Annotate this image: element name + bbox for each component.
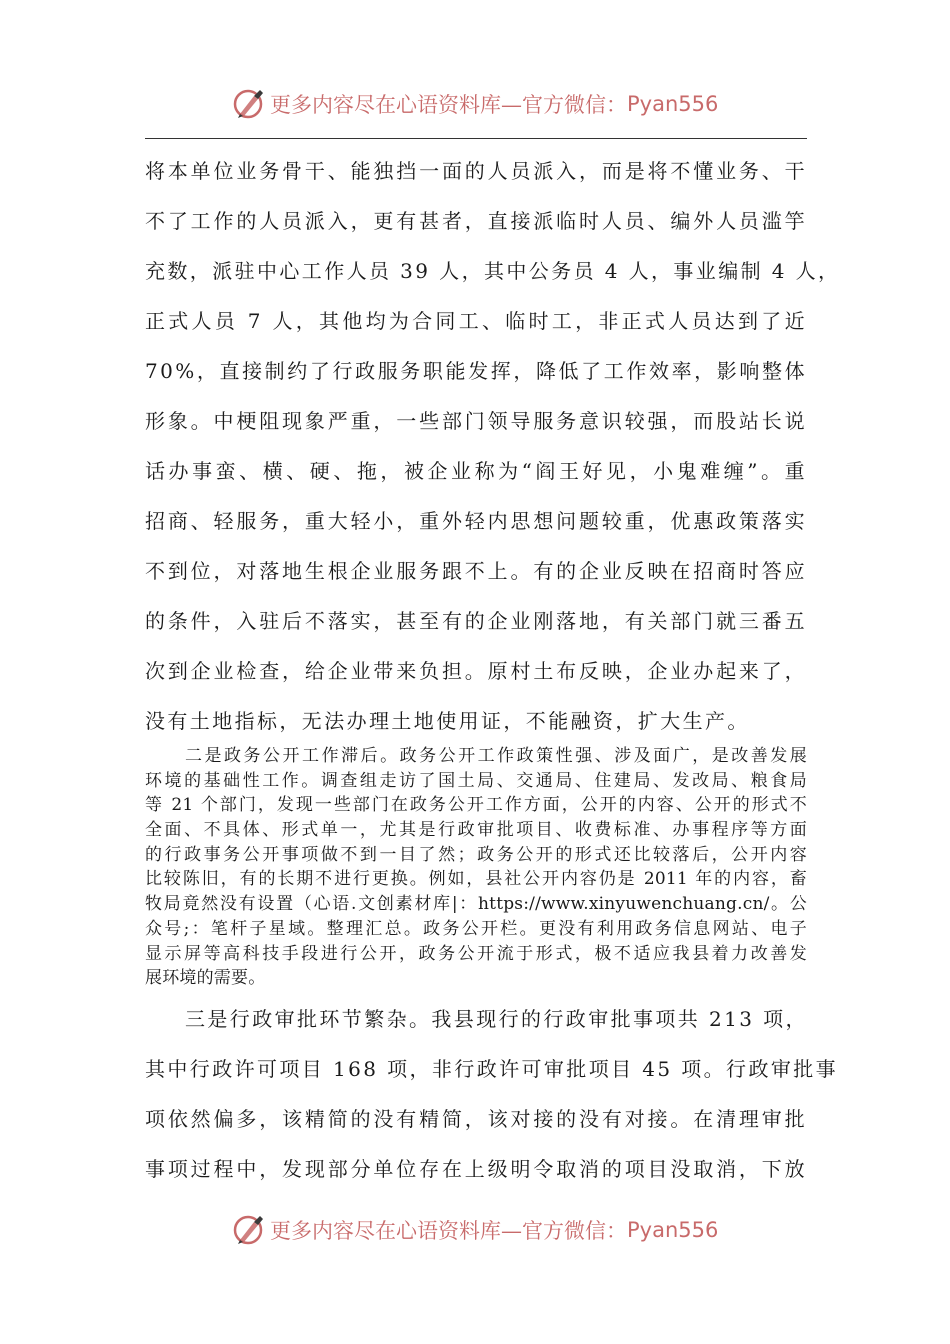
text-line: 不了工作的人员派入，更有甚者，直接派临时人员、编外人员滥竽 bbox=[145, 209, 807, 233]
text-line: 将本单位业务骨干、能独挡一面的人员派入，而是将不懂业务、干 bbox=[145, 159, 807, 183]
text-line: 招商、轻服务，重大轻小，重外轻内思想问题较重，优惠政策落实 bbox=[145, 509, 807, 533]
footer-wechat-id: Pyan556 bbox=[627, 1218, 719, 1242]
text-line: 二是政务公开工作滞后。政务公开工作政策性强、涉及面广，是改善发展 bbox=[185, 746, 807, 766]
text-line: 事项过程中，发现部分单位存在上级明令取消的项目没取消，下放 bbox=[145, 1157, 807, 1181]
paragraph-1 bbox=[145, 146, 841, 746]
paragraph-3 bbox=[145, 994, 839, 1194]
text-line: 牧局竟然没有设置（心语.文创素材库|：https://www.xinyuwenchuang.cn/。公 bbox=[145, 894, 807, 915]
text-line: 其中行政许可项目 168 项，非行政许可审批项目 45 项。行政审批事 bbox=[145, 1057, 839, 1081]
text-line: 70%，直接制约了行政服务职能发挥，降低了工作效率，影响整体 bbox=[145, 359, 807, 383]
footer-banner-text: 更多内容尽在心语资料库—官方微信： bbox=[270, 1219, 627, 1243]
pen-logo-icon bbox=[232, 87, 266, 121]
text-line: 形象。中梗阻现象严重，一些部门领导服务意识较强，而股站长说 bbox=[145, 409, 807, 433]
pen-logo-icon bbox=[232, 1213, 266, 1247]
header-banner-text: 更多内容尽在心语资料库—官方微信： bbox=[270, 93, 627, 117]
text-line: 充数，派驻中心工作人员 39 人，其中公务员 4 人，事业编制 4 人， bbox=[145, 259, 841, 283]
text-line: 等 21 个部门，发现一些部门在政务公开工作方面，公开的内容、公开的形式不 bbox=[145, 795, 807, 816]
text-line: 三是行政审批环节繁杂。我县现行的行政审批事项共 213 项， bbox=[185, 1007, 808, 1031]
text-line: 话办事蛮、横、硬、拖，被企业称为“阎王好见，小鬼难缠”。重 bbox=[145, 459, 807, 483]
text-line: 正式人员 7 人，其他均为合同工、临时工，非正式人员达到了近 bbox=[145, 309, 807, 333]
text-line: 比较陈旧，有的长期不进行更换。例如，县社公开内容仍是 2011 年的内容，畜 bbox=[145, 869, 807, 890]
text-line: 显示屏等高科技手段进行公开，政务公开流于形式，极不适应我县着力改善发 bbox=[145, 943, 807, 964]
header-banner bbox=[0, 84, 950, 124]
text-line: 环境的基础性工作。调查组走访了国土局、交通局、住建局、发改局、粮食局 bbox=[145, 770, 807, 791]
text-line: 的条件，入驻后不落实，甚至有的企业刚落地，有关部门就三番五 bbox=[145, 609, 807, 633]
header-wechat-id: Pyan556 bbox=[627, 92, 719, 116]
text-line: 项依然偏多，该精简的没有精简，该对接的没有对接。在清理审批 bbox=[145, 1107, 807, 1131]
text-line: 展环境的需要。 bbox=[145, 968, 266, 989]
footer-banner bbox=[0, 1210, 950, 1250]
text-line: 的行政事务公开事项做不到一目了然；政务公开的形式还比较落后，公开内容 bbox=[145, 844, 807, 865]
text-line: 不到位，对落地生根企业服务跟不上。有的企业反映在招商时答应 bbox=[145, 559, 807, 583]
text-line: 没有土地指标，无法办理土地使用证，不能融资，扩大生产。 bbox=[145, 709, 750, 733]
paragraph-2 bbox=[145, 744, 807, 991]
text-line: 次到企业检查，给企业带来负担。原村土布反映，企业办起来了， bbox=[145, 659, 807, 683]
text-line: 全面、不具体、形式单一，尤其是行政审批项目、收费标准、办事程序等方面 bbox=[145, 820, 807, 841]
text-line: 众号;：笔杆子星域。整理汇总。政务公开栏。更没有利用政务信息网站、电子 bbox=[145, 918, 807, 939]
header-divider bbox=[145, 138, 807, 139]
